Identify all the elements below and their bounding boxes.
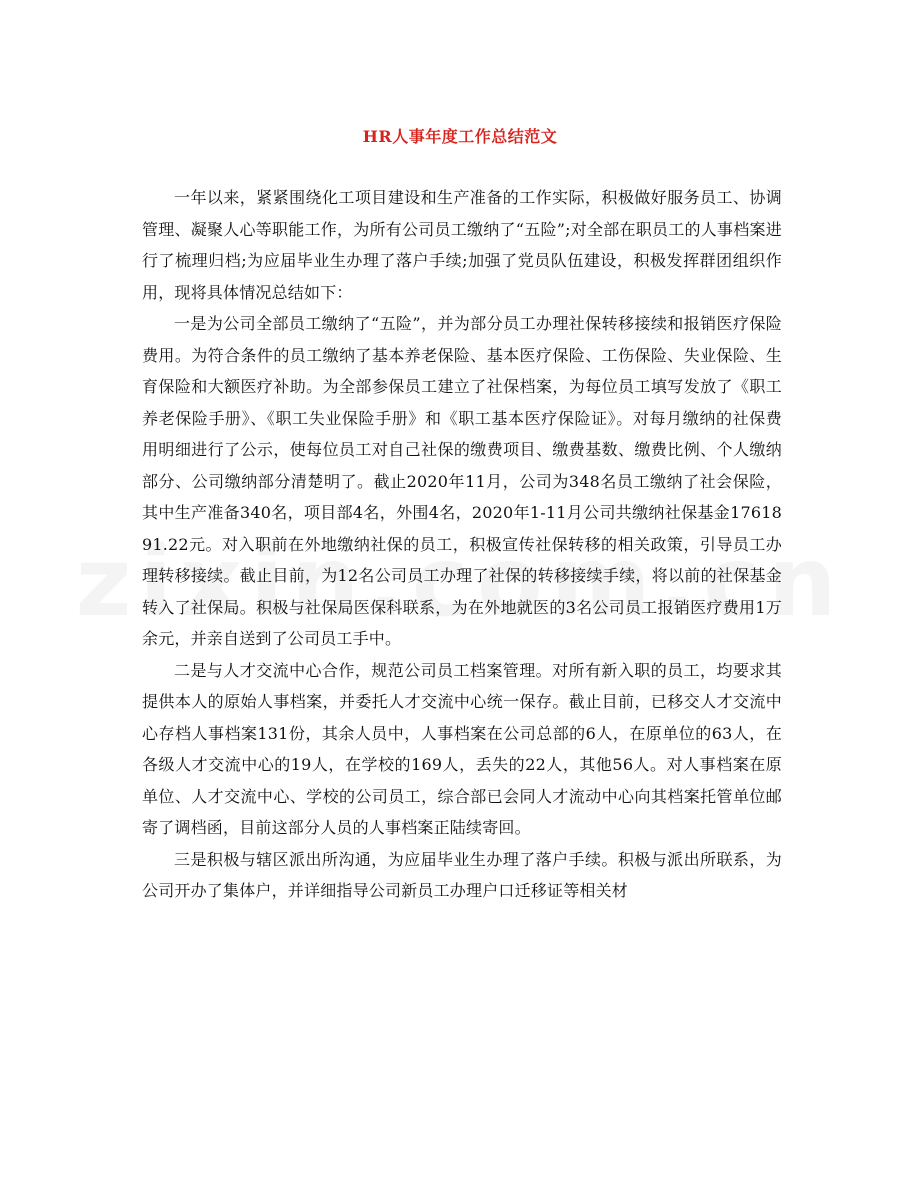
document-title: HR人事年度工作总结范文 [362,127,558,146]
paragraph-intro: 一年以来，紧紧围绕化工项目建设和生产准备的工作实际，积极做好服务员工、协调管理、凝聚人心等职能工作，为所有公司员工缴纳了“五险”;对全部在职员工的人事档案进行了梳理归档;为应届毕业生办理了落户手续;加强了党员队伍建设，积极发挥群团组织作用，现将具体情况总结如下： [142,188,782,302]
paragraph-personnel-files: 二是与人才交流中心合作，规范公司员工档案管理。对所有新入职的员工，均要求其提供本人的原始人事档案，并委托人才交流中心统一保存。截止目前，已移交人才交流中心存档人事档案131份，其余人员中，人事档案在公司总部的6人，在原单位的63人，在各级人才交流中心的19人，在学校的169人，丢失的22人，其他56人。对人事档案在原单位、人才交流中心、学校的公司员工，综合部已会同人才流动中心向其档案托管单位邮寄了调档函，目前这部分人员的人事档案正陆续寄回。 [142,660,782,837]
paragraph-social-insurance: 一是为公司全部员工缴纳了“五险”，并为部分员工办理社保转移接续和报销医疗保险费用。为符合条件的员工缴纳了基本养老保险、基本医疗保险、工伤保险、失业保险、生育保险和大额医疗补助。为全部参保员工建立了社保档案，为每位员工填写发放了《职工养老保险手册》、《职工失业保险手册》和《职工基本医疗保险证》。对每月缴纳的社保费用明细进行了公示，使每位员工对自己社保的缴费项目、缴费基数、缴费比例、个人缴纳部分、公司缴纳部分清楚明了。截止2020年11月，公司为348名员工缴纳了社会保险，其中生产准备340名，项目部4名，外围4名，2020年1-11月公司共缴纳社保基金1761891.22元。对入职前在外地缴纳社保的员工，积极宣传社保转移的相关政策，引导员工办理转移接续。截止目前，为12名公司员工办理了社保的转移接续手续，将以前的社保基金转入了社保局。积极与社保局医保科联系，为在外地就医的3名公司员工报销医疗费用1万余元，并亲自送到了公司员工手中。 [142,314,782,648]
document-body [142,182,782,907]
paragraph-household-registration: 三是积极与辖区派出所沟通，为应届毕业生办理了落户手续。积极与派出所联系，为公司开办了集体户，并详细指导公司新员工办理户口迁移证等相关材 [142,849,782,900]
